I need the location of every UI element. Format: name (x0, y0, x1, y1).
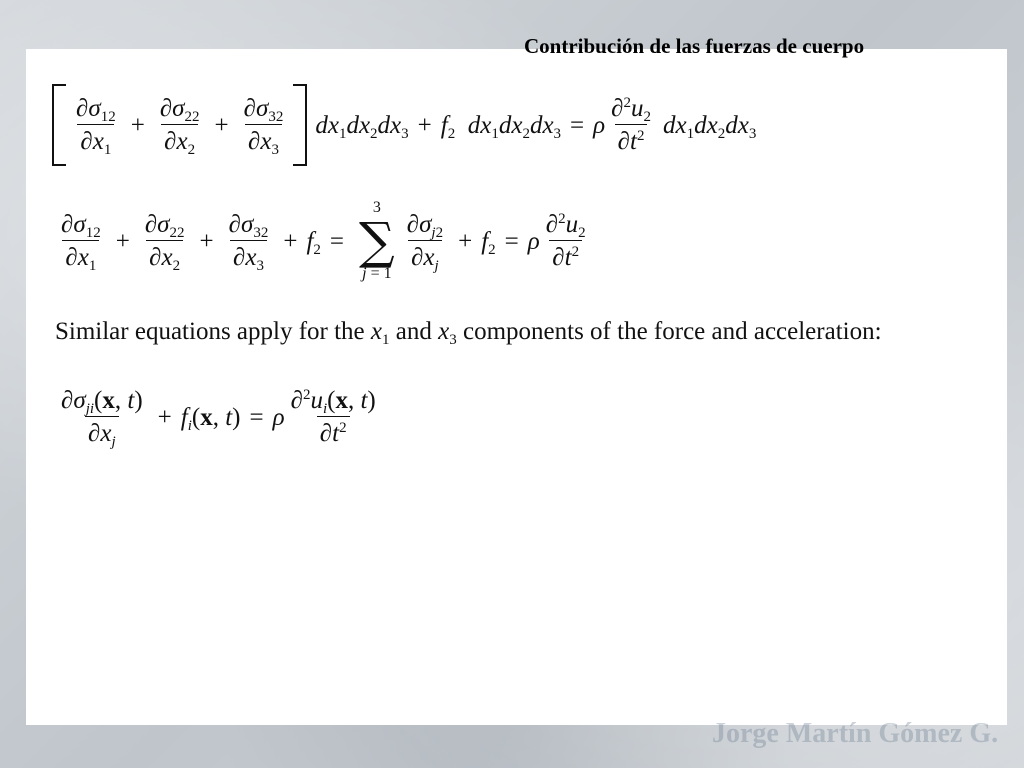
fraction: $\frac{\partial\sigma_{22}}{\partial x_2}$ (144, 211, 185, 274)
equation-2: $\frac{\partial\sigma_{12}}{\partial x_1}$ + $\frac{\partial\sigma_{22}}{\partial x_2}$ + $\frac{\partial\sigma_{32}}{\partial x_3}$ + $f_2$ = 3 ∑ j = 1 $\frac{\partial\sigma_{j2}}{\partial x_j}$ + $f_2$ = ρ $\frac{\partial^2u_2}{\partial t^2}$ (55, 200, 592, 282)
fraction: $\frac{\partial\sigma_{32}}{\partial x_3}$ (228, 211, 269, 274)
fraction: $\frac{\partial\sigma_{ji}(x, t)}{\partial x_j}$ (61, 387, 143, 450)
fraction: $\frac{\partial\sigma_{12}}{\partial x_1}$ (76, 95, 116, 158)
right-bracket (293, 84, 307, 166)
equation-1: $\frac{\partial\sigma_{12}}{\partial x_1}$ + $\frac{\partial\sigma_{22}}{\partial x_2}$ + $\frac{\partial\sigma_{32}}{\partial x_3}$ $dx_1dx_2dx_3$ + $f_2$ $dx_1dx_2dx_3$ = ρ $\frac{\partial^2u_2}{\partial t^2}$ $dx_1dx_2dx_3$ (52, 84, 756, 166)
summation: 3 ∑ j = 1 (359, 199, 395, 282)
fraction: $\frac{\partial^2u_2}{\partial t^2}$ (545, 211, 586, 271)
similar-equations-text: Similar equations apply for the $x_1$ and $x_3$ components of the force and acceleration: (55, 318, 882, 348)
fraction: $\frac{\partial^2u_i(x, t)}{\partial t^2}$ (290, 387, 376, 447)
fraction: $\frac{\partial\sigma_{j2}}{\partial x_j}$ (406, 211, 444, 274)
left-bracket (52, 84, 66, 166)
fraction: $\frac{\partial\sigma_{12}}{\partial x_1}$ (61, 211, 101, 274)
slide-title: Contribución de las fuerzas de cuerpo (524, 34, 865, 58)
equation-3: $\frac{\partial\sigma_{ji}(x, t)}{\partial x_j}$ + $f_i(x$, t) = ρ $\frac{\partial^2u_i(x, t)}{\partial t^2}$ (55, 388, 382, 446)
fraction: $\frac{\partial^2u_2}{\partial t^2}$ (611, 95, 652, 155)
author-watermark: Jorge Martín Gómez G. (712, 718, 999, 749)
fraction: $\frac{\partial\sigma_{32}}{\partial x_3}$ (243, 95, 284, 158)
fraction: $\frac{\partial\sigma_{22}}{\partial x_2}$ (159, 95, 200, 158)
